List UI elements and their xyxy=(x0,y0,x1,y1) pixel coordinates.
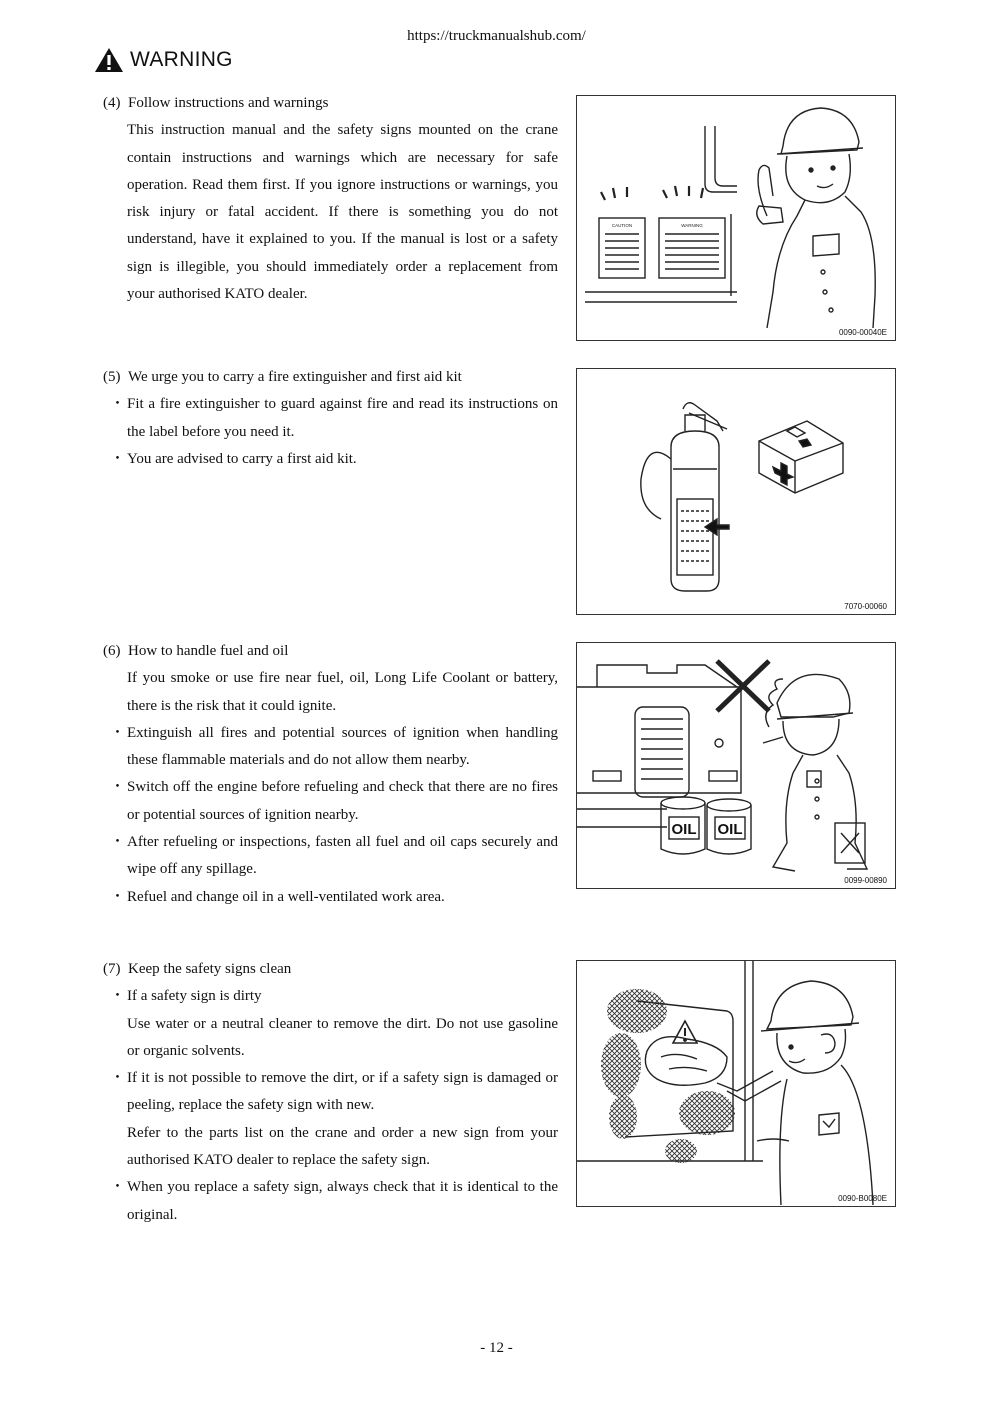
section-heading xyxy=(103,90,558,117)
svg-text:CAUTION: CAUTION xyxy=(611,223,633,228)
section-number: (7) xyxy=(103,961,121,977)
worker-figure xyxy=(717,981,873,1205)
fire-extinguisher-icon xyxy=(641,403,727,591)
bullet-mark: ・ xyxy=(109,988,125,1005)
bullet-mark: ・ xyxy=(109,450,125,467)
svg-text:OIL: OIL xyxy=(717,821,743,838)
bullet-text: Fit a fire extinguisher to guard against fire and read its instructions on the label before you need it. xyxy=(127,396,558,440)
section-fuel-and-oil xyxy=(103,638,558,911)
page-number: - 12 - xyxy=(480,1340,513,1356)
bullet-text: Switch off the engine before refueling and check that there are no fires or potential sources of ignition nearby. xyxy=(127,779,558,823)
body-paragraph: If you smoke or use fire near fuel, oil, Long Life Coolant or battery, there is the risk that it could ignite. xyxy=(127,670,558,714)
bullet-text: If a safety sign is dirty xyxy=(127,988,262,1005)
bullet-mark: ・ xyxy=(109,779,125,796)
prohibited-x-icon xyxy=(717,661,769,711)
body-paragraph: This instruction manual and the safety signs mounted on the crane contain instructions and warnings which are necessary for safe operation. Read them first. If you ignore instructions or warnings, you risk injury or fatal accident. If there is something you do not understand, have it explained to you. If the manual is lost or a safety sign is illegible, you should immediately order a replacement from your authorised KATO dealer. xyxy=(127,122,558,303)
warning-banner xyxy=(94,47,233,73)
bullet-text: Refuel and change oil in a well-ventilated work area. xyxy=(127,888,445,905)
bullet-item xyxy=(103,983,558,1010)
bullet-item xyxy=(103,720,558,775)
body-paragraph: Use water or a neutral cleaner to remove the dirt. Do not use gasoline or organic solvents. xyxy=(127,1015,558,1059)
attention-marks xyxy=(601,186,703,200)
bullet-item xyxy=(103,774,558,829)
figure-code: 0099-00890 xyxy=(844,876,887,885)
svg-text:WARNING: WARNING xyxy=(681,223,703,228)
section-title: We urge you to carry a fire extinguisher and first aid kit xyxy=(128,369,462,385)
bullet-text: You are advised to carry a first aid kit. xyxy=(127,450,357,467)
smoking-worker-figure xyxy=(763,674,867,871)
figure-code: 7070-00060 xyxy=(844,602,887,611)
section-title: How to handle fuel and oil xyxy=(128,643,289,659)
section-heading xyxy=(103,364,558,391)
bullet-mark: ・ xyxy=(109,1070,125,1087)
bullet-text: After refueling or inspections, fasten all fuel and oil caps securely and wipe off any spillage. xyxy=(127,834,558,878)
bullet-item xyxy=(103,391,558,446)
figure-extinguisher-and-kit xyxy=(576,368,896,615)
dashboard-lines xyxy=(585,126,737,302)
section-number: (4) xyxy=(103,95,121,111)
section-fire-extinguisher-first-aid xyxy=(103,364,558,473)
bullet-mark: ・ xyxy=(109,888,125,905)
section-title: Keep the safety signs clean xyxy=(128,961,292,977)
bullet-item xyxy=(103,446,558,473)
worker-figure xyxy=(757,108,875,328)
first-aid-kit-icon xyxy=(759,421,843,493)
bullet-mark: ・ xyxy=(109,834,125,851)
bullet-item xyxy=(103,884,558,911)
section-number: (6) xyxy=(103,643,121,659)
svg-text:OIL: OIL xyxy=(671,821,697,838)
bullet-item xyxy=(103,1174,558,1229)
source-url[interactable]: https://truckmanualshub.com/ xyxy=(407,28,586,44)
section-title: Follow instructions and warnings xyxy=(128,95,329,111)
section-number: (5) xyxy=(103,369,121,385)
bullet-text: If it is not possible to remove the dirt, or if a safety sign is damaged or peeling, replace the safety sign with new. xyxy=(127,1070,558,1114)
truck-front xyxy=(577,665,741,827)
bullet-mark: ・ xyxy=(109,724,125,741)
bullet-item xyxy=(103,1065,558,1120)
warning-triangle-icon xyxy=(94,47,124,73)
bullet-item xyxy=(103,829,558,884)
bullet-mark: ・ xyxy=(109,396,125,413)
figure-cleaning-safety-sign xyxy=(576,960,896,1207)
figure-code: 0090-00040E xyxy=(838,328,887,337)
section-keep-signs-clean xyxy=(103,956,558,1229)
dirt-patches xyxy=(601,989,735,1163)
section-heading xyxy=(103,956,558,983)
figure-no-smoking-near-fuel xyxy=(576,642,896,889)
section-follow-instructions xyxy=(103,90,558,308)
section-heading xyxy=(103,638,558,665)
bullet-mark: ・ xyxy=(109,1179,125,1196)
warning-label: WARNING xyxy=(130,48,233,71)
cleaning-cloth-and-hand xyxy=(645,1037,727,1086)
body-paragraph: Refer to the parts list on the crane and order a new sign from your authorised KATO dealer to replace the safety sign. xyxy=(127,1124,558,1169)
bullet-text: Extinguish all fires and potential sources of ignition when handling these flammable materials and do not allow them nearby. xyxy=(127,724,558,769)
bullet-text: When you replace a safety sign, always check that it is identical to the original. xyxy=(127,1179,558,1223)
figure-worker-reading-signs xyxy=(576,95,896,341)
figure-code: 0090-B0080E xyxy=(838,1194,887,1203)
